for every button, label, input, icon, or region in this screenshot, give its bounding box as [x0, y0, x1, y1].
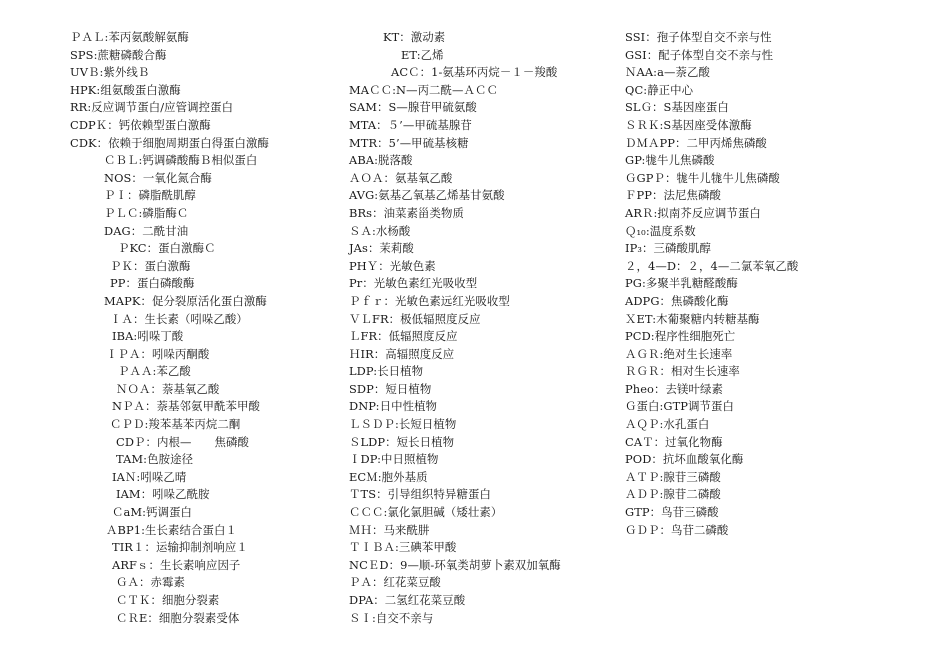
abbreviation-line: BRs：油菜素甾类物质	[349, 205, 465, 220]
abbreviation-line: ＰKC：蛋白激酶Ｃ	[118, 241, 216, 256]
abbreviation-line: ＤＭＡPP：二甲丙烯焦磷酸	[625, 135, 767, 150]
abbreviation-line: ADPG：焦磷酸化酶	[625, 293, 729, 308]
abbreviation-line: ＰＡ：红花菜豆酸	[349, 575, 441, 590]
abbreviation-line: Pr：光敏色素红光吸收型	[349, 276, 478, 291]
abbreviation-line: ＴＩＢＡ:三碘苯甲酸	[349, 540, 457, 555]
abbreviation-line: ＦPP：法尼焦磷酸	[625, 188, 721, 203]
abbreviation-line: ＣＴＫ：细胞分裂素	[116, 593, 220, 607]
abbreviation-line: NCＥD：9—顺-环氧类胡萝卜素双加氧酶	[349, 557, 561, 572]
abbreviation-line: ＩＡ：生长素（吲哚乙酸）	[110, 311, 248, 326]
abbreviation-line: ＳLDP：短长日植物	[349, 434, 455, 449]
abbreviation-line: DAG：二酰甘油	[104, 223, 189, 238]
abbreviation-line: PP：蛋白磷酸酶	[110, 276, 195, 291]
abbreviation-line: ABA:脱落酸	[349, 153, 413, 168]
abbreviation-line: ＴTS：引导组织特异糖蛋白	[349, 487, 491, 502]
abbreviation-line: CDPＫ：钙依赖型蛋白激酶	[70, 117, 211, 132]
abbreviation-line: ＩDP:中日照植物	[349, 452, 439, 467]
abbreviation-line: ＰＩ：磷脂酰肌醇	[104, 188, 196, 203]
abbreviation-line: ＬＳＤＰ:长短日植物	[349, 417, 457, 432]
abbreviation-line: ＰＫ：蛋白激酶	[110, 258, 191, 273]
abbreviation-line: ＳＡ:水杨酸	[349, 223, 411, 238]
abbreviation-line: IAM：吲哚乙酰胺	[116, 487, 210, 502]
abbreviation-line: SAM：S—腺苷甲硫氨酸	[349, 100, 477, 115]
abbreviation-line: CDK：依赖于细胞周期蛋白得蛋白激酶	[70, 135, 270, 150]
abbreviation-line: ＡBP1:生长素结合蛋白１	[106, 522, 237, 537]
abbreviation-line: JAs：茉莉酸	[349, 241, 414, 256]
abbreviation-line: ECＭ:胞外基质	[349, 469, 428, 484]
abbreviation-line: SPS:蔗糖磷酸合酶	[70, 47, 167, 62]
abbreviation-line: PCD:程序性细胞死亡	[625, 329, 736, 344]
abbreviation-line: ＣＲE：细胞分裂素受体	[116, 610, 240, 625]
abbreviation-line: IP₃：三磷酸肌醇	[625, 241, 711, 256]
abbreviation-line: PHＹ：光敏色素	[349, 258, 436, 273]
abbreviation-line: CAＴ：过氧化物酶	[625, 434, 723, 449]
abbreviation-line: ＧＤＰ：鸟苷二磷酸	[625, 522, 729, 537]
abbreviation-line: IBA:吲哚丁酸	[112, 329, 184, 344]
abbreviation-line: GTP：鸟苷三磷酸	[625, 505, 719, 520]
abbreviation-line: ＬFR：低辐照度反应	[349, 329, 458, 344]
abbreviation-line: CDＰ：内根— 焦磷酸	[116, 434, 249, 449]
abbreviation-line: ARＲ:拟南芥反应调节蛋白	[625, 205, 761, 220]
abbreviation-line: ＳＲＫ:S基因座受体激酶	[625, 117, 752, 132]
abbreviation-line: QC:静正中心	[625, 82, 694, 97]
column-1	[70, 29, 269, 627]
abbreviation-line: ＡＯＡ：氨基氧乙酸	[349, 170, 453, 185]
abbreviation-line: Pheo：去镁叶绿素	[625, 381, 723, 396]
abbreviation-line: MAＣＣ:N—丙二酰—ＡＣＣ	[349, 82, 499, 97]
abbreviation-line: POD：抗坏血酸氧化酶	[625, 452, 744, 467]
abbreviation-line: SDP：短日植物	[349, 381, 432, 396]
abbreviation-line: ＣＰＤ:羧苯基苯丙烷二酮	[110, 417, 241, 432]
abbreviation-line: Ｑ₁₀:温度系数	[625, 223, 696, 238]
abbreviation-line: ＶＬFR：极低辐照度反应	[349, 311, 481, 326]
abbreviation-line: ＭＨ：马来酰肼	[349, 522, 430, 537]
abbreviation-line: ＣＢＬ:钙调磷酸酶Ｂ相似蛋白	[104, 153, 258, 168]
abbreviation-line: ＰＡＬ:苯丙氨酸解氨酶	[70, 30, 189, 44]
abbreviation-line: ＣaM:钙调蛋白	[112, 505, 193, 520]
abbreviation-line: AVG:氨基乙氧基乙烯基甘氨酸	[349, 188, 505, 203]
abbreviation-line: Ｇ蛋白:GTP调节蛋白	[625, 399, 735, 414]
abbreviation-line: ＰＡＡ:苯乙酸	[118, 364, 191, 379]
abbreviation-line: ＡＤＰ:腺苷二磷酸	[625, 487, 721, 502]
abbreviation-line: ＨIR：高辐照度反应	[349, 346, 455, 361]
abbreviation-line: LDP:长日植物	[349, 364, 424, 379]
abbreviation-line: DPA：二氢红花菜豆酸	[349, 593, 466, 607]
abbreviation-line: MAPK：促分裂原活化蛋白激酶	[104, 293, 267, 308]
abbreviation-line: PG:多聚半乳糖醛酸酶	[625, 276, 738, 291]
abbreviation-line: ＡＴＰ:腺苷三磷酸	[625, 469, 721, 484]
abbreviation-line: RR:反应调节蛋白/应管调控蛋白	[70, 100, 234, 115]
abbreviation-line: ＮＯＡ：萘基氧乙酸	[116, 381, 220, 396]
column-3	[625, 29, 798, 539]
abbreviation-line: ＳＩ:自交不亲与	[349, 610, 434, 625]
abbreviation-line: HPK:组氨酸蛋白激酶	[70, 82, 181, 97]
abbreviation-line: ２，4—D：２，4—二氯苯氧乙酸	[625, 258, 799, 273]
abbreviation-line: NOS：一氧化氮合酶	[104, 170, 212, 185]
column-2	[349, 29, 561, 627]
abbreviation-line: MTA：５’—甲硫基腺苷	[349, 117, 472, 132]
abbreviation-line: GSI：配子体型自交不亲与性	[625, 47, 774, 62]
abbreviation-line: ET:乙烯	[401, 47, 444, 62]
abbreviation-line: SSI：孢子体型自交不亲与性	[625, 30, 772, 44]
abbreviation-line: IAＮ:吲哚乙晴	[112, 469, 187, 484]
abbreviation-line: UVＢ:紫外线Ｂ	[70, 65, 150, 80]
abbreviation-line: ACＣ：1-氨基环丙烷－１－羧酸	[391, 65, 558, 80]
abbreviation-line: KT：激动素	[383, 30, 446, 44]
abbreviation-line: ＣＣＣ:氯化氯胆碱（矮壮素）	[349, 505, 503, 520]
abbreviation-line: TIR１：运输抑制剂响应１	[112, 540, 248, 555]
abbreviation-line: ＩＰＡ：吲哚丙酮酸	[106, 346, 210, 361]
abbreviation-line: ＮAA:a—萘乙酸	[625, 65, 710, 80]
abbreviation-line: ＧＡ：赤霉素	[116, 575, 185, 590]
abbreviation-line: ＡＱＰ:水孔蛋白	[625, 417, 710, 432]
abbreviation-line: Ｐｆｒ：光敏色素远红光吸收型	[349, 293, 510, 308]
abbreviation-line: ＲＧＲ：相对生长速率	[625, 364, 740, 379]
abbreviation-line: ＧGPＰ：牻牛儿牻牛儿焦磷酸	[625, 170, 780, 185]
abbreviation-line: SLＧ：S基因座蛋白	[625, 100, 729, 115]
abbreviation-line: TAM:色胺途径	[116, 452, 194, 467]
abbreviation-line: DNP:日中性植物	[349, 399, 438, 414]
abbreviation-line: ARFｓ：生长素响应因子	[112, 557, 241, 572]
abbreviation-line: GP:牻牛儿焦磷酸	[625, 153, 715, 168]
abbreviation-line: ＡＧＲ:绝对生长速率	[625, 346, 733, 361]
abbreviation-line: ＰＬＣ:磷脂酶Ｃ	[104, 205, 189, 220]
abbreviation-line: NＰＡ：萘基邻氨甲酰苯甲酸	[112, 399, 260, 414]
abbreviation-line: MTR：5’—甲硫基核糖	[349, 135, 469, 150]
abbreviation-line: ＸET:木葡聚糖内转糖基酶	[625, 311, 760, 326]
